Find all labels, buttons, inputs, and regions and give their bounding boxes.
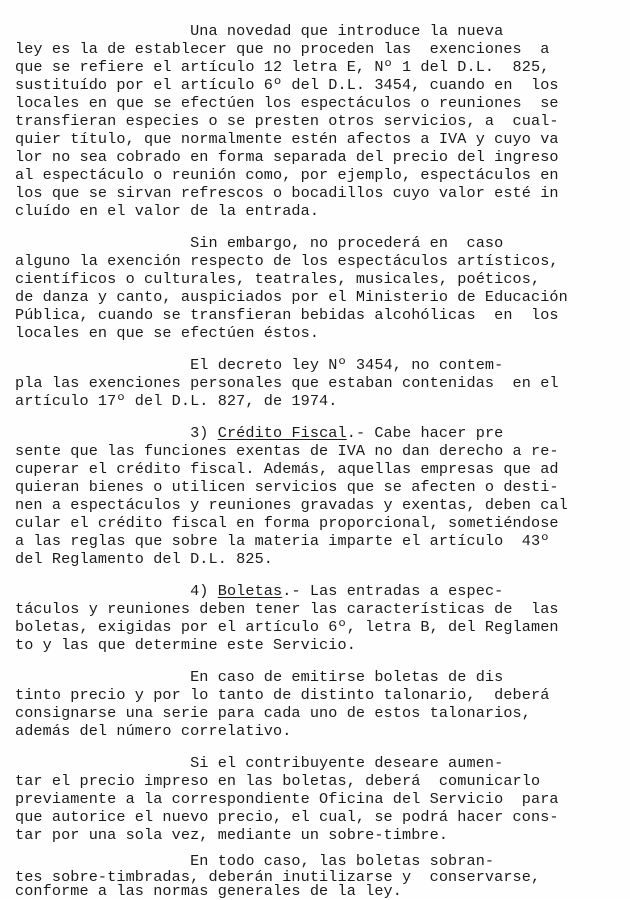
text-line: boletas, exigidas por el artículo 6º, letra B, del Reglamen (15, 618, 559, 636)
section-title: Crédito Fiscal (217, 424, 347, 442)
section-number: 4) (190, 582, 209, 600)
text-line: Pública, cuando se transfieran bebidas alcohólicas en los (15, 306, 559, 324)
text-line: transfieran especies o se presten otros servicios, a cual- (15, 112, 559, 130)
text-line: locales en que se efectúen éstos. (15, 324, 320, 342)
section-heading-credito-fiscal (15, 424, 503, 442)
text-line: ley es la de establecer que no proceden las exenciones a (15, 40, 550, 58)
text-line: del Reglamento del D.L. 825. (15, 550, 273, 568)
text-line: que se refiere el artículo 12 letra E, Nº 1 del D.L. 825, (15, 58, 550, 76)
text-line: En todo caso, las boletas sobran- (15, 852, 495, 870)
text-line: tar por una sola vez, mediante un sobre-timbre. (15, 826, 449, 844)
text-line: locales en que se efectúen los espectáculos o reuniones se (15, 94, 559, 112)
text-line: previamente a la correspondiente Oficina del Servicio para (15, 790, 559, 808)
text-line: nen a espectáculos y reuniones gravadas y exentas, deben cal (15, 496, 568, 514)
text-line: tinto precio y por lo tanto de distinto talonario, deberá (15, 686, 550, 704)
text-line: de danza y canto, auspiciados por el Ministerio de Educación (15, 288, 568, 306)
text-line: científicos o culturales, teatrales, musicales, poéticos, (15, 270, 541, 288)
text-line: pla las exenciones personales que estaban contenidas en el (15, 374, 559, 392)
text-line: El decreto ley Nº 3454, no contem- (15, 356, 504, 374)
text-line: cuperar el crédito fiscal. Además, aquellas empresas que ad (15, 460, 559, 478)
text-line: tar el precio impreso en las boletas, deberá comunicarlo (15, 772, 541, 790)
text-line: sente que las funciones exentas de IVA no dan derecho a re- (15, 442, 559, 460)
text-line: consignarse una serie para cada uno de estos talonarios, (15, 704, 531, 722)
text-line: además del número correlativo. (15, 722, 292, 740)
text-line: Una novedad que introduce la nueva (15, 22, 504, 40)
text-line: Sin embargo, no procederá en caso (15, 234, 504, 252)
text-line: táculos y reuniones deben tener las características de las (15, 600, 559, 618)
text-line: lor no sea cobrado en forma separada del precio del ingreso (15, 148, 559, 166)
section-heading-text: .- Cabe hacer pre (346, 424, 504, 442)
section-title: Boletas (217, 582, 283, 600)
text-line: quier título, que normalmente estén afectos a IVA y cuyo va (15, 130, 559, 148)
text-line: En caso de emitirse boletas de dis (15, 668, 504, 686)
text-line: alguno la exención respecto de los espectáculos artísticos, (15, 252, 559, 270)
text-line: Si el contribuyente deseare aumen- (15, 754, 504, 772)
text-line: quieran bienes o utilicen servicios que se afecten o desti- (15, 478, 559, 496)
text-line: al espectáculo o reunión como, por ejemplo, espectáculos en (15, 166, 559, 184)
text-line: a las reglas que sobre la materia imparte el artículo 43º (15, 532, 550, 550)
text-line: tes sobre-timbradas, deberán inutilizarse y conservarse, (15, 868, 541, 886)
section-heading-text: .- Las entradas a espec- (282, 582, 504, 600)
text-line: cular el crédito fiscal en forma proporcional, sometiéndose (15, 514, 559, 532)
section-number: 3) (190, 424, 209, 442)
text-line: cluído en el valor de la entrada. (15, 202, 320, 220)
text-line: que autorice el nuevo precio, el cual, se podrá hacer cons- (15, 808, 559, 826)
text-line: artículo 17º del D.L. 827, de 1974. (15, 392, 338, 410)
text-line: conforme a las normas generales de la ley. (15, 882, 402, 900)
text-line: to y las que determine este Servicio. (15, 636, 356, 654)
text-line: los que se sirvan refrescos o bocadillos cuyo valor esté in (15, 184, 559, 202)
section-heading-boletas (15, 582, 503, 600)
text-line: sustituído por el artículo 6º del D.L. 3454, cuando en los (15, 76, 559, 94)
